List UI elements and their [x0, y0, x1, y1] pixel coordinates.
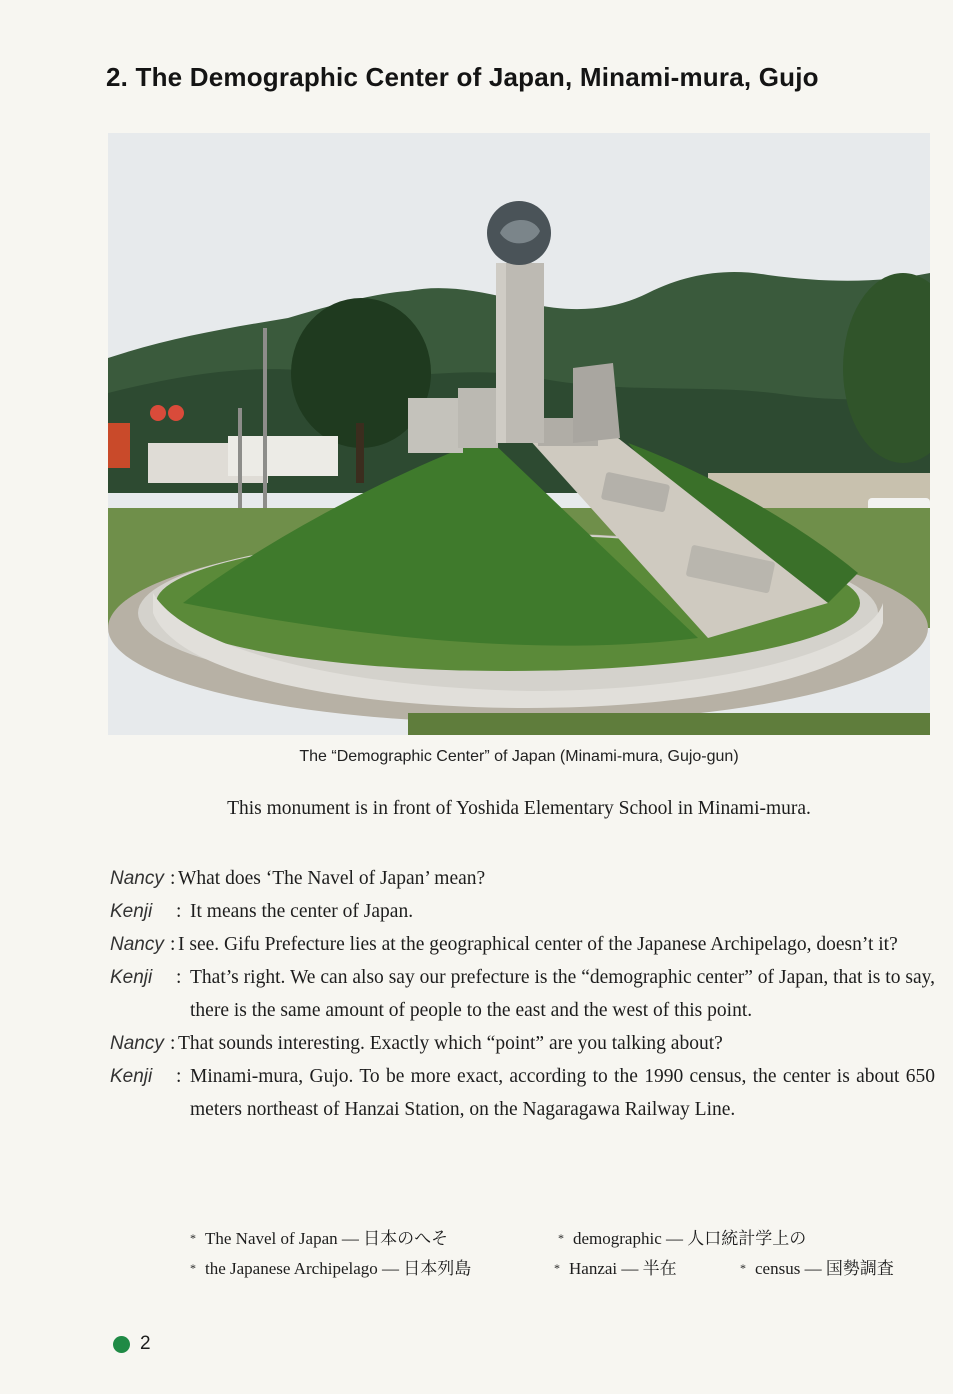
shop-sign — [108, 423, 130, 468]
utility-pole — [263, 328, 267, 518]
dialogue-line: Kenji : Minami-mura, Gujo. To be more exact, according to the 1990 census, the center is about 650 meters northeast of Hanzai Station, on the Nagaragawa Railway Line. — [110, 1060, 935, 1126]
speaker-name: Nancy — [110, 934, 164, 955]
glossary-item: * census — 国勢調査 — [740, 1259, 894, 1278]
glossary-item: * Hanzai — 半在 — [554, 1259, 677, 1278]
speaker-name: Kenji — [110, 1066, 153, 1087]
monument-photo — [108, 133, 930, 735]
glossary-item: * the Japanese Archipelago — 日本列島 — [190, 1259, 472, 1278]
sign-pole — [238, 408, 242, 508]
dialogue-line: Nancy : I see. Gifu Prefecture lies at the geographical center of the Japanese Archipelago, doesn’t it? — [110, 928, 935, 961]
foreground-plants — [408, 713, 930, 735]
dialogue-line: Kenji : That’s right. We can also say our prefecture is the “demographic center” of Japan, that is to say, there is the same amount of people to the east and the west of this point. — [110, 961, 935, 1027]
dialogue-line: Nancy : What does ‘The Navel of Japan’ mean? — [110, 862, 935, 895]
dialogue-text: It means the center of Japan. — [190, 901, 414, 922]
dialogue-line: Nancy : That sounds interesting. Exactly which “point” are you talking about? — [110, 1027, 935, 1060]
road-sign-icon — [150, 405, 166, 421]
page-title: 2. The Demographic Center of Japan, Minami-mura, Gujo — [106, 62, 819, 92]
stone-block-right — [573, 363, 620, 443]
green-dot-icon — [113, 1336, 130, 1353]
glossary-item: * The Navel of Japan — 日本のへそ — [190, 1229, 449, 1248]
photo-caption: The “Demographic Center” of Japan (Minami-mura, Gujo-gun) — [299, 748, 739, 765]
dialogue-text: That sounds interesting. Exactly which “point” are you talking about? — [178, 1033, 723, 1054]
intro-text: This monument is in front of Yoshida Elementary School in Minami-mura. — [227, 798, 811, 819]
speaker-name: Nancy — [110, 868, 164, 889]
dialogue-text: That’s right. We can also say our prefecture is the “demographic center” of Japan, that is to say, there is the same amount of people to the east and the west of this point. — [190, 967, 935, 1021]
school-building — [228, 436, 338, 476]
dialogue-line: Kenji : It means the center of Japan. — [110, 895, 935, 928]
road-sign-icon-2 — [168, 405, 184, 421]
speaker-name: Nancy — [110, 1033, 164, 1054]
tree-trunk-left — [356, 423, 364, 483]
dialogue — [110, 862, 935, 1126]
monument-illustration — [108, 133, 930, 735]
dialogue-text: I see. Gifu Prefecture lies at the geographical center of the Japanese Archipelago, doesn’t it? — [178, 934, 898, 955]
dialogue-text: What does ‘The Navel of Japan’ mean? — [178, 868, 486, 889]
dialogue-text: Minami-mura, Gujo. To be more exact, according to the 1990 census, the center is about 650 meters northeast of Hanzai Station, on the Nagaragawa Railway Line. — [190, 1066, 935, 1120]
page-number: 2 — [113, 1333, 151, 1355]
stone-block-left — [408, 398, 463, 453]
stone-block — [458, 388, 498, 448]
glossary-item: * demographic — 人口統計学上の — [558, 1229, 807, 1248]
speaker-name: Kenji — [110, 901, 153, 922]
speaker-name: Kenji — [110, 967, 153, 988]
